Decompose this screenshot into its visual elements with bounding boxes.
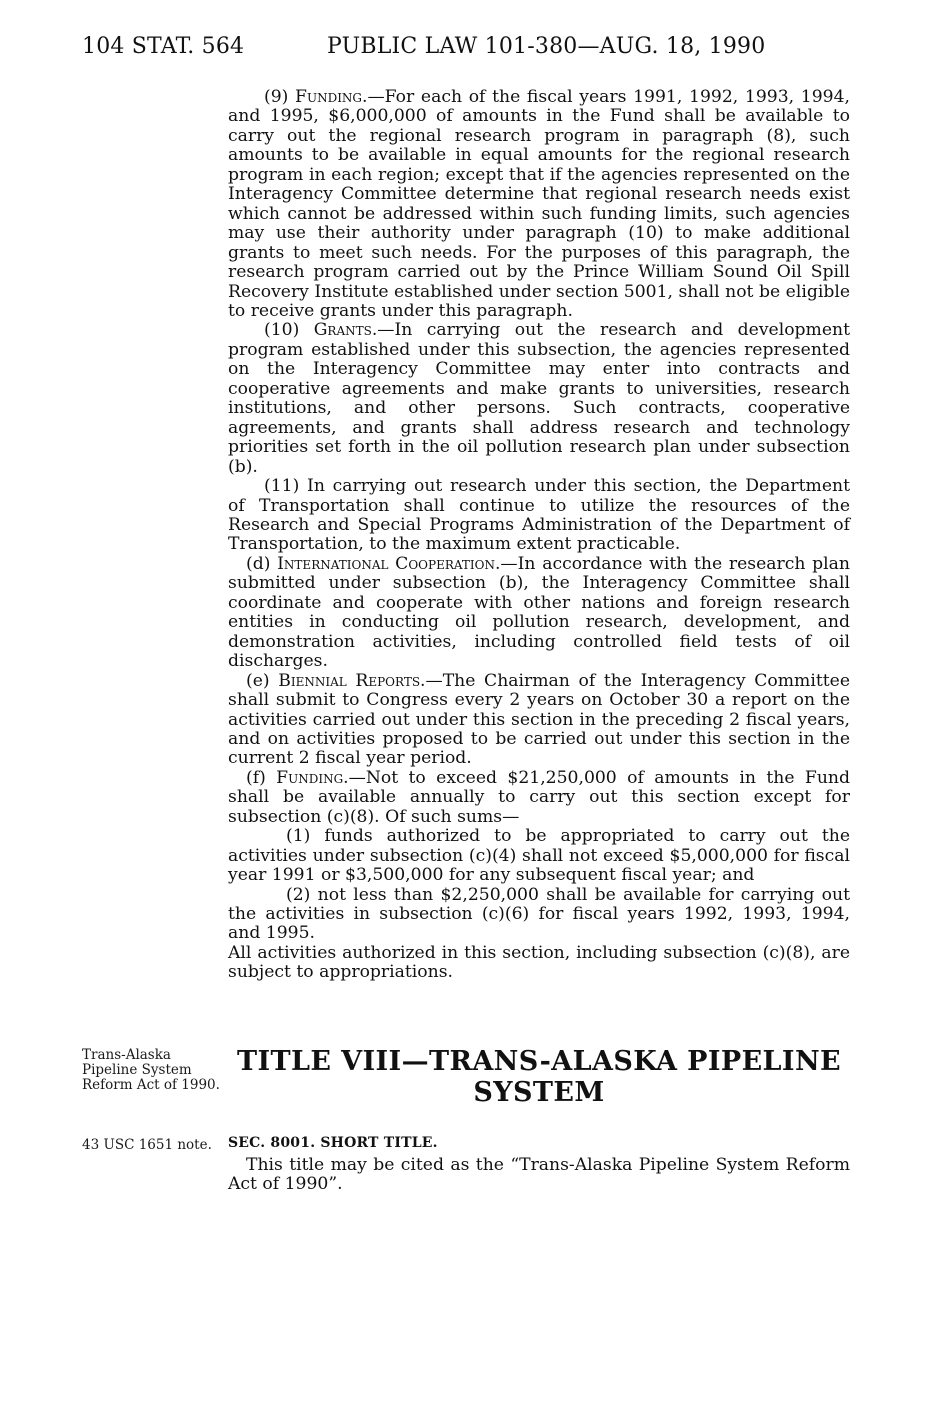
subsection-d-international-cooperation: (d) International Cooperation.—In accordance with the research plan submitted under subsection (b), the Interagency Committee shall coordinate and cooperate with other nations and foreign research entities in conducting oil pollution research, development, and demonstration activities, including controlled field tests of oil discharges. [228, 553, 850, 672]
main-text-column [228, 88, 850, 983]
page-header [82, 34, 869, 60]
subsection-heading: International Cooperation [277, 553, 495, 574]
section-8001-heading: SEC. 8001. SHORT TITLE. [228, 1135, 438, 1151]
subsection-f-paragraph-1: (1) funds authorized to be appropriated to carry out the activities under subsection (c)(4) shall not exceed $5,000,000 for fiscal year 1991 or $3,500,000 for any subsequent fiscal year; and [228, 826, 850, 886]
section-8001-text: This title may be cited as the “Trans-Alaska Pipeline System Reform Act of 1990”. [228, 1155, 850, 1195]
paragraph-9-funding: (9) Funding.—For each of the fiscal years 1991, 1992, 1993, 1994, and 1995, $6,000,000 of amounts in the Fund shall be available to carry out the regional research program in paragraph (8), such amounts to be available in equal amounts for the regional research program in each region; except that if the agencies represented on the Interagency Committee determine that regional research needs exist which cannot be addressed within such funding limits, such agencies may use their authority under paragraph (10) to make additional grants to meet such needs. For the purposes of this paragraph, the research program carried out by the Prince William Sound Oil Spill Recovery Institute established under section 5001, shall not be eligible to receive grants under this paragraph. [228, 87, 850, 321]
paragraph-heading: Funding [295, 87, 363, 107]
statute-page-number: 104 STAT. 564 [82, 34, 245, 59]
paragraph-heading: Grants [313, 320, 372, 341]
title-viii-heading: TITLE VIII—TRANS-ALASKA PIPELINE SYSTEM [236, 1046, 842, 1108]
subsection-f-funding: (f) Funding.—Not to exceed $21,250,000 of amounts in the Fund shall be available annually to carry out this section except for subsection (c)(8). Of such sums— [228, 767, 850, 827]
subsection-e-biennial-reports: (e) Biennial Reports.—The Chairman of the Interagency Committee shall submit to Congress every 2 years on October 30 a report on the activities carried out under this section in the preceding 2 fiscal years, and on activities proposed to be carried out under this section in the current 2 fiscal year period. [228, 670, 850, 769]
subsection-heading: Funding [276, 767, 344, 788]
closing-sentence: All activities authorized in this section, including subsection (c)(8), are subject to appropriations. [228, 942, 850, 983]
public-law-citation: PUBLIC LAW 101-380—AUG. 18, 1990 [327, 34, 766, 59]
subsection-f-paragraph-2: (2) not less than $2,250,000 shall be available for carrying out the activities in subsection (c)(6) for fiscal years 1992, 1993, 1994, and 1995. [228, 884, 850, 944]
subsection-heading: Biennial Reports [278, 670, 421, 691]
sidenote-short-title: Trans-Alaska Pipeline System Reform Act of 1990. [82, 1047, 220, 1093]
paragraph-10-grants: (10) Grants.—In carrying out the research and development program established under this subsection, the agencies represented on the Interagency Committee may enter into contracts and cooperative agreements and make grants to universities, research institutions, and other persons. Such contracts, cooperative agreements, and grants shall address research and technology priorities set forth in the oil pollution research plan under subsection (b). [228, 320, 850, 477]
sidenote-usc-citation: 43 USC 1651 note. [82, 1137, 212, 1153]
paragraph-11: (11) In carrying out research under this section, the Department of Transportation shall continue to utilize the resources of the Research and Special Programs Administration of the Department of Transportation, to the maximum extent practicable. [228, 476, 850, 555]
